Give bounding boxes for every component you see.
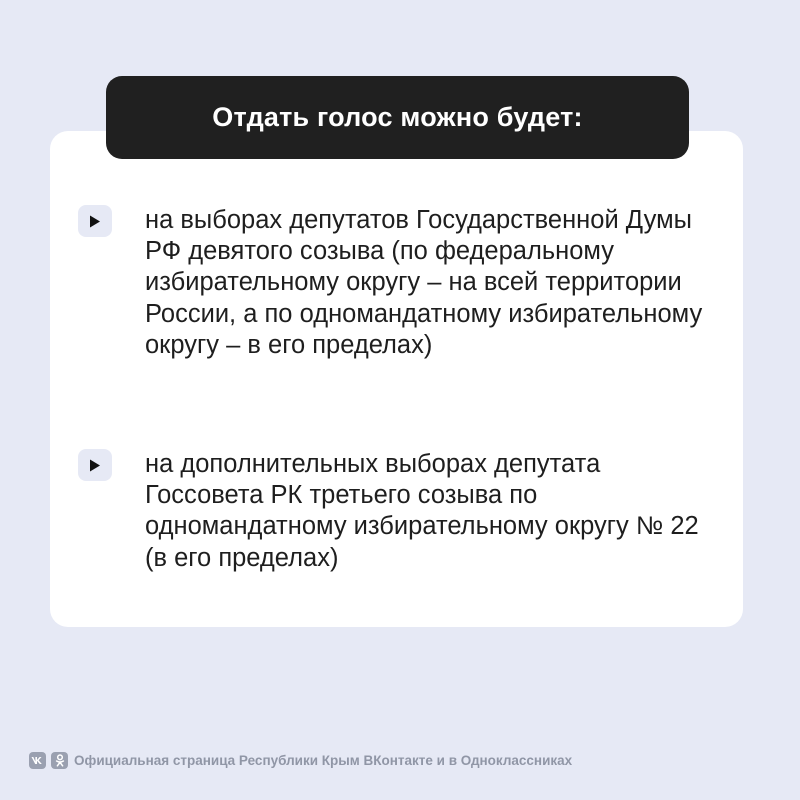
vk-icon[interactable]: [29, 752, 46, 769]
header-banner: [106, 76, 689, 159]
page-title: Отдать голос можно будет:: [212, 102, 583, 132]
footer: [29, 752, 572, 769]
play-bullet-icon: [78, 205, 112, 237]
list-item-text: на дополнительных выборах депутата Госсовета РК третьего созыва по одномандатному избирательному округу № 22 (в его пределах): [145, 450, 699, 572]
odnoklassniki-icon[interactable]: [51, 752, 68, 769]
play-bullet-icon: [78, 449, 112, 481]
list-item-text: на выборах депутатов Государственной Думы РФ девятого созыва (по федеральному избирательному округу – на всей территории России, а по одномандатному избирательному округу – в его пределах): [145, 206, 703, 359]
footer-text: Официальная страница Республики Крым ВКонтакте и в Одноклассниках: [74, 753, 573, 768]
